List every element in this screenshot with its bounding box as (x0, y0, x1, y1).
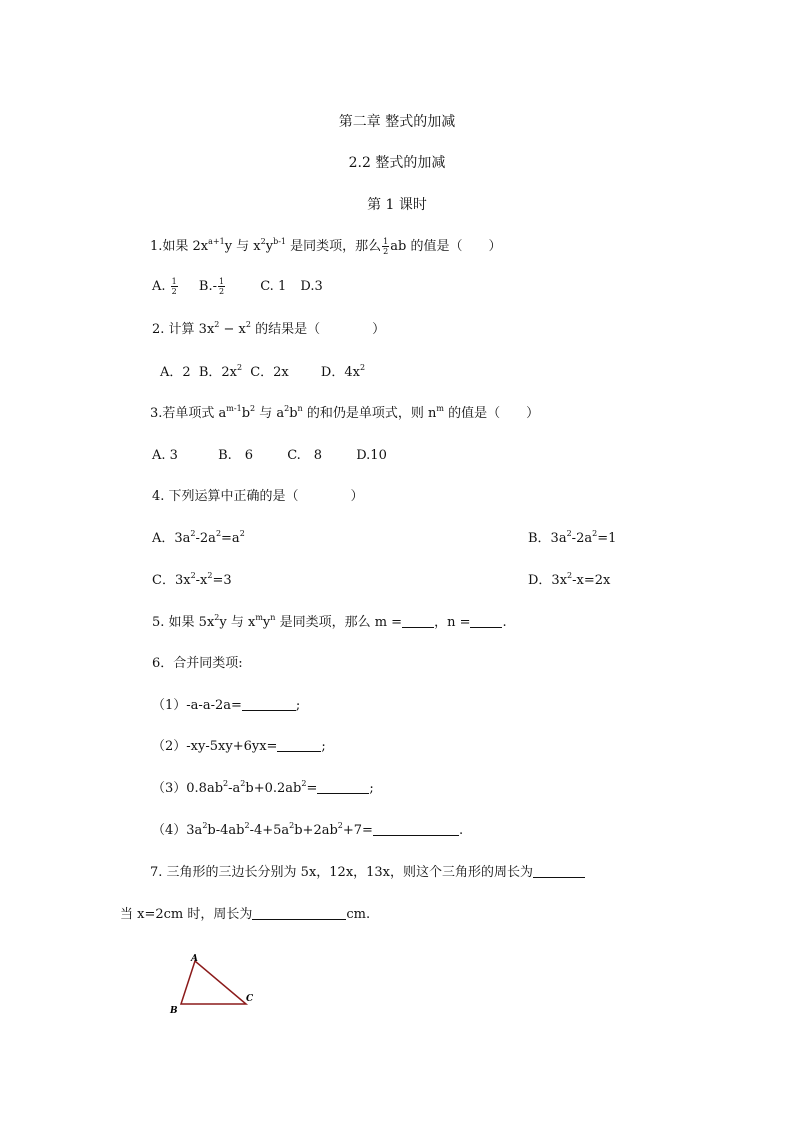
vertex-label-a: A (191, 954, 198, 964)
option-a: A．2 (160, 365, 191, 380)
question-3-options (152, 444, 387, 463)
question-2-options (160, 361, 365, 380)
answer-blank-m[interactable] (402, 615, 434, 628)
triangle-figure (160, 948, 270, 1020)
question-5: 5. 如果 $5x^2y$ 与 $x^my^n$ 是同类项，那么 m = ，n = . (152, 613, 507, 630)
option-d: D.10 (356, 448, 387, 463)
question-4: 4. 下列运算中正确的是（ ） (152, 489, 364, 504)
question-1-options (152, 277, 323, 296)
answer-blank[interactable] (242, 698, 296, 711)
question-4-option-c: C．$3x^2-x^2=3$ (152, 571, 232, 588)
vertex-label-c: C (246, 994, 254, 1004)
option-c: C．2x (250, 365, 289, 380)
triangle-shape (181, 961, 246, 1004)
answer-blank-perimeter[interactable] (533, 865, 585, 878)
option-a: A. $\frac{1}{2}$ (152, 277, 177, 296)
question-6-part-2: （2）-xy-5xy+6yx= ; (152, 739, 326, 754)
option-c: C. 8 (287, 448, 323, 463)
answer-blank-length[interactable] (252, 907, 346, 920)
question-6-part-1: （1）-a-a-2a= ; (152, 698, 301, 713)
option-b: B. 6 (218, 448, 254, 463)
question-3: 3.若单项式 $a^{m-1}b^2$ 与 $a^2b^n$ 的和仍是单项式，则 $n^m$ 的值是（ ） (150, 404, 540, 421)
option-d: D.3 (300, 279, 323, 294)
question-6-part-4: $(4)3a^2b-4ab^2-4+5a^2b+2ab^2+7=$ . (152, 821, 464, 838)
question-7-line-1: 7. 三角形的三边长分别为 5x，12x，13x，则这个三角形的周长为 (150, 861, 585, 880)
option-b: B.- $\frac{1}{2}$ (198, 277, 225, 296)
question-2: 2. 计算 $3x^2 - x^2$ 的结果是（ ） (152, 320, 386, 337)
question-7-line-2: 当 x=2cm 时，周长为 cm. (120, 907, 371, 922)
answer-blank-n[interactable] (470, 615, 502, 628)
question-4-option-a: A．$3a^2-2a^2=a^2$ (152, 529, 245, 546)
fraction-half: $\frac{1}{2}$ (383, 237, 389, 256)
question-6-part-3: $(3)0.8ab^2-a^2b+0.2ab^2=$ ; (152, 779, 374, 796)
option-d: D．$4x^2$ (320, 363, 366, 380)
option-b: B．$2x^2$ (198, 363, 243, 380)
question-4-option-b: B．$3a^2-2a^2=1$ (528, 529, 617, 546)
option-a: A. 3 (152, 448, 178, 463)
question-6: 6．合并同类项: (152, 656, 243, 671)
lesson-title: 第 1 课时 (367, 197, 427, 213)
question-4-option-d: D．$3x^2-x=2x$ (528, 571, 611, 588)
section-title: 2.2 整式的加减 (348, 155, 446, 171)
answer-blank[interactable] (317, 781, 369, 794)
answer-blank[interactable] (373, 823, 459, 836)
chapter-title: 第二章 整式的加减 (338, 114, 456, 130)
option-c: C. 1 (260, 279, 287, 294)
question-1: 1.如果 $2x^{a+1}y$ 与 $x^2y^{b-1}$ 是同类项，那么 $\frac{1}{2}$ ab 的值是（ ） (150, 237, 502, 256)
vertex-label-b: B (170, 1006, 178, 1016)
answer-blank[interactable] (277, 739, 321, 752)
